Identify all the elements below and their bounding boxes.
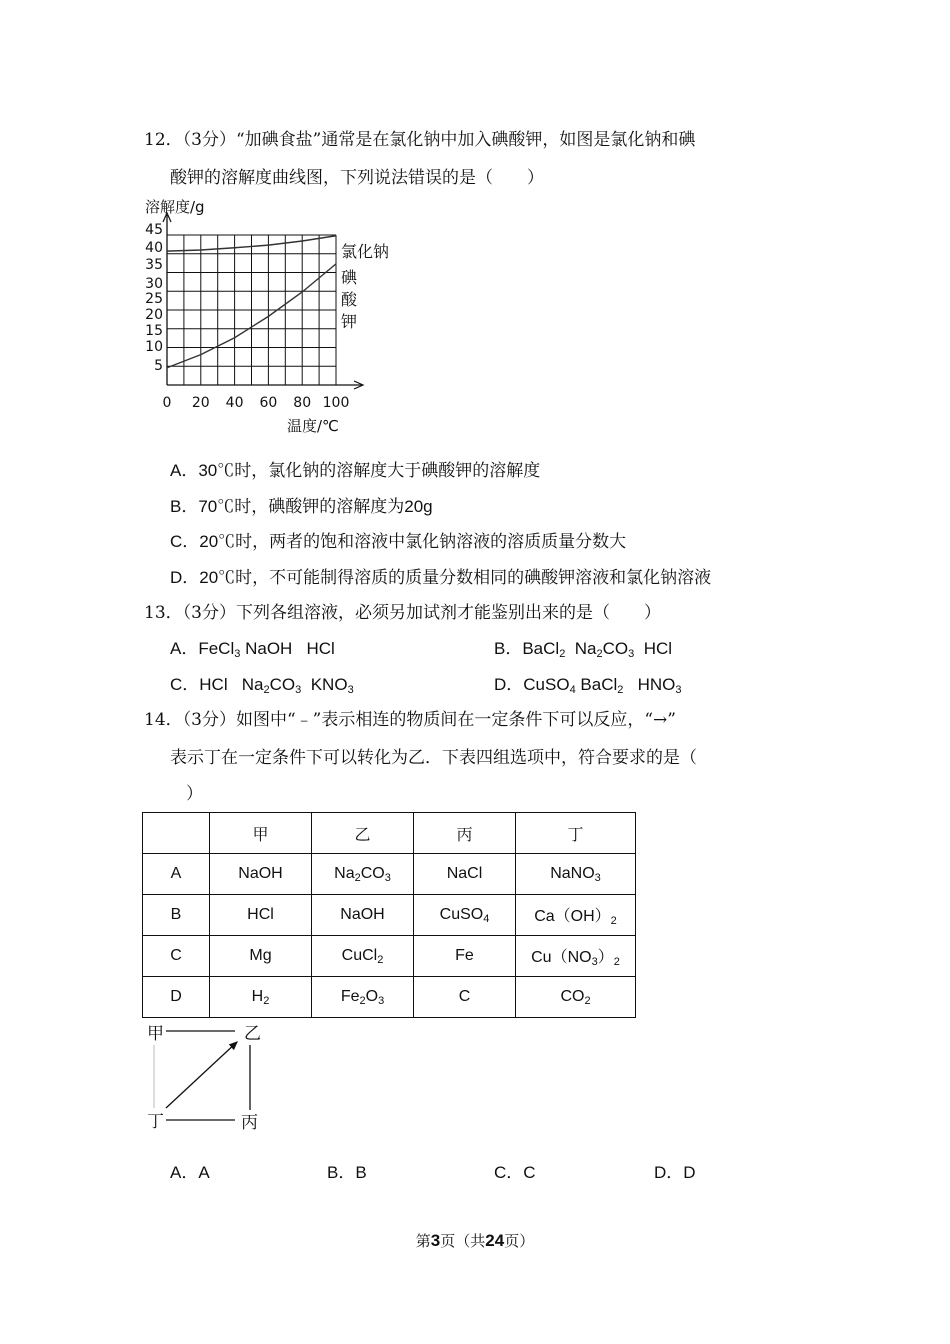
arrow-ding-to-yi [166,1042,237,1108]
table-cell: C [414,977,516,1018]
node-bing: 丙 [241,1113,258,1133]
table-cell: NaOH [312,895,414,936]
table-cell: $Ca(OH)_2$ [516,895,636,936]
q12-option-c: C．20℃时，两者的饱和溶液中氯化钠溶液的溶质质量分数大 [170,532,627,551]
row-label: A [143,854,210,895]
q12-stem-line1: 12．（3分）“加碘食盐”通常是在氯化钠中加入碘酸钾，如图是氯化钠和碘 [144,130,696,150]
table-cell: $Fe_2O_3$ [312,977,414,1018]
header-cell-jia: 甲 [210,813,312,854]
series-label-potassium-iodate-3: 钾 [341,312,358,331]
x-tick-label: 0 [162,395,172,411]
x-tick-label: 60 [259,395,278,411]
q14-answer-d: D．D [654,1163,696,1182]
header-cell-bing: 丙 [414,813,516,854]
q14-stem-line1: 14．（3分）如图中“﹣”表示相连的物质间在一定条件下可以反应，“→” [144,710,676,730]
row-label: B [143,895,210,936]
y-tick-label: 5 [154,358,163,374]
y-tick-label: 30 [145,276,163,292]
chart-axes [163,213,363,389]
table-cell: NaNO$_3$ [516,854,636,895]
series-label-potassium-iodate-1: 碘 [341,268,358,287]
x-tick-label: 80 [293,395,312,411]
row-label: C [143,936,210,977]
q13-option-b: B．BaCl$_2$ $Na_2CO_3$ HCl [494,639,673,660]
series-label-sodium-chloride: 氯化钠 [341,242,390,261]
page-total: 24 [485,1231,505,1250]
q12-option-b: B．70℃时，碘酸钾的溶解度为20g [170,497,433,516]
table-cell: $Na_2CO_3$ [312,854,414,895]
table-row [143,936,636,977]
y-tick-label: 25 [145,291,163,307]
node-jia: 甲 [147,1024,164,1044]
table-cell: HCl [210,895,312,936]
table-cell: CuSO$_4$ [414,895,516,936]
q14-stem-line3: ） [186,784,203,804]
table-cell: Mg [210,936,312,977]
header-cell-ding: 丁 [516,813,636,854]
x-tick-label: 20 [191,395,210,411]
table-cell: Fe [414,936,516,977]
x-tick-label: 40 [225,395,244,411]
table-row [143,977,636,1018]
y-tick-label: 10 [145,339,163,355]
y-tick-label: 45 [145,222,163,238]
q13-option-a: A．FeCl$_3$ NaOH HCl [170,639,335,660]
node-yi: 乙 [244,1024,261,1044]
q12-option-a: A．30℃时，氯化钠的溶解度大于碘酸钾的溶解度 [170,461,541,480]
row-label: D [143,977,210,1018]
table-cell: CuCl$_2$ [312,936,414,977]
chart-xlabel: 温度/℃ [287,417,339,435]
q14-answer-c: C．C [494,1163,536,1182]
table-cell: $H_2$ [210,977,312,1018]
table-cell: NaCl [414,854,516,895]
series-label-potassium-iodate-2: 酸 [341,290,358,309]
q14-stem-line2: 表示丁在一定条件下可以转化为乙．下表四组选项中，符合要求的是（ [170,748,697,768]
q12-option-d: D．20℃时，不可能制得溶质的质量分数相同的碘酸钾溶液和氯化钠溶液 [170,568,712,587]
q13-option-c: C．HCl $Na_2CO_3$ $KNO_3$ [170,675,354,696]
q13-option-d: D．CuSO$_4$ BaCl$_2$ $HNO_3$ [494,675,682,696]
header-cell-blank [143,813,210,854]
table-cell: $Cu(NO_3)_2$ [516,936,636,977]
header-cell-yi: 乙 [312,813,414,854]
q12-stem-line2: 酸钾的溶解度曲线图，下列说法错误的是（ ） [170,168,544,188]
q14-answer-a: A．A [170,1163,210,1182]
table-header-row [143,813,636,854]
table-cell: NaOH [210,854,312,895]
table-cell: $CO_2$ [516,977,636,1018]
node-ding: 丁 [147,1112,164,1132]
y-tick-label: 15 [145,323,163,339]
page-footer: 第3页（共24页） [415,1231,535,1250]
y-tick-label: 40 [145,240,163,256]
q14-options-table [142,812,636,1018]
chart-ylabel: 溶解度/g [145,198,205,216]
y-tick-label: 35 [145,257,163,273]
chart-grid [167,235,336,385]
q14-answer-b: B．B [327,1163,367,1182]
table-row [143,854,636,895]
page-number: 3 [430,1231,441,1250]
q13-stem: 13．（3分）下列各组溶液，必须另加试剂才能鉴别出来的是（ ） [144,603,661,623]
table-row [143,895,636,936]
y-tick-label: 20 [145,307,163,323]
x-tick-label: 100 [322,395,350,411]
reaction-diagram [140,1020,280,1140]
solubility-chart [140,195,410,440]
